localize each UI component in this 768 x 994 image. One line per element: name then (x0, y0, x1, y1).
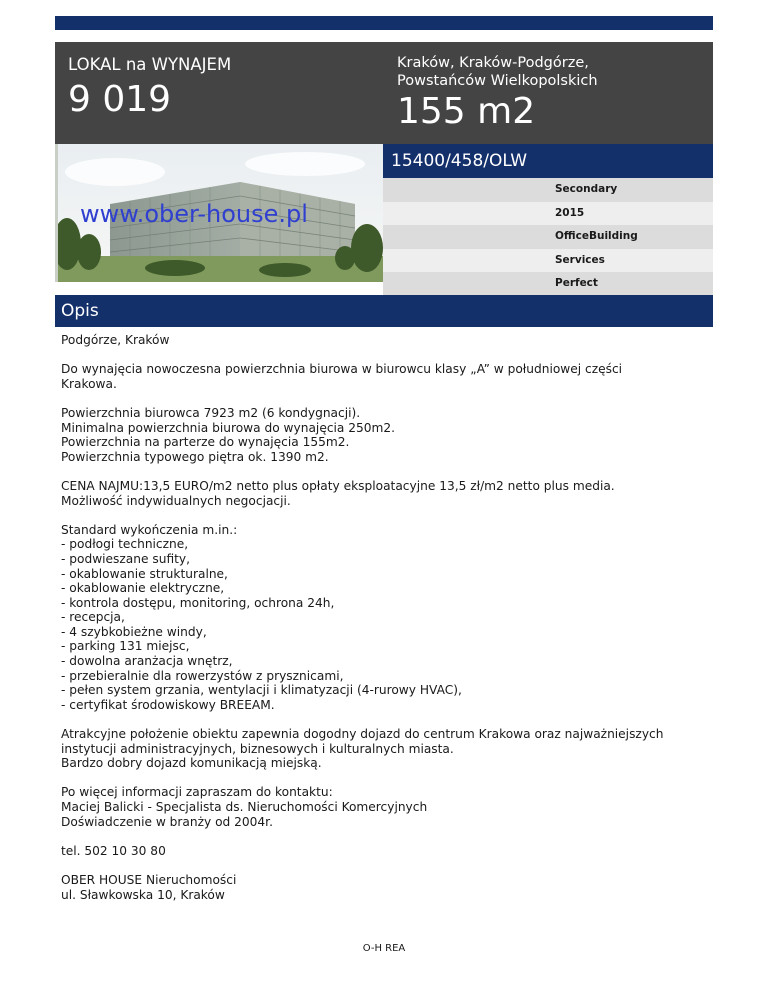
location-line-1: Kraków, Kraków-Podgórze, (397, 55, 589, 71)
property-photo (55, 144, 383, 282)
feature-building-type: OfficeBuilding (383, 225, 713, 249)
section-title: Opis (55, 295, 713, 327)
description-paragraph: tel. 502 10 30 80 (61, 843, 166, 858)
top-accent-bar (55, 16, 713, 30)
feature-condition: Perfect (383, 272, 713, 296)
description-paragraph: Standard wykończenia m.in.: - podłogi techniczne, - podwieszane sufity, - okablowanie strukturalne, - okablowanie elektryczne, - kontrola dostępu, monitoring, ochrona 24h, - recepcja, - 4 szybkobieżne windy, - parking 131 miejsc, - dowolna aranżacja wnętrz, - przebieralnie dla rowerzystów z prysznicami, - pełen system grzania, wentylacji i klimatyzacji (4-rurowy HVAC), - certyfikat środowiskowy BREEAM. (61, 522, 462, 712)
description-paragraph: Atrakcyjne położenie obiektu zapewnia dogodny dojazd do centrum Krakowa oraz najważniejszych instytucji administracyjnych, biznesowych i kulturalnych miasta. Bardzo dobry dojazd komunikacją miejską. (61, 727, 664, 771)
listing-type: LOKAL na WYNAJEM (68, 55, 232, 74)
feature-market: Secondary (383, 178, 713, 202)
listing-price: 9 019 (68, 79, 172, 120)
description-paragraph: Po więcej informacji zapraszam do kontaktu: Maciej Balicki - Specjalista ds. Nieruchomości Komercyjnych Doświadczenie w branży od 2004r. (61, 785, 428, 829)
description-paragraph: Do wynajęcia nowoczesna powierzchnia biurowa w biurowcu klasy „A” w południowej części Krakowa. (61, 362, 623, 391)
watermark-text: www.ober-house.pl (80, 200, 308, 228)
description-paragraph: Powierzchnia biurowca 7923 m2 (6 kondygnacji). Minimalna powierzchnia biurowa do wynajęcia 250m2. Powierzchnia na parterze do wynajęcia 155m2. Powierzchnia typowego piętra ok. 1390 m2. (61, 405, 396, 464)
listing-header (55, 42, 713, 144)
description-paragraph: CENA NAJMU:13,5 EURO/m2 netto plus opłaty eksploatacyjne 13,5 zł/m2 netto plus media. Możliwość indywidualnych negocjacji. (61, 478, 615, 508)
feature-purpose: Services (383, 249, 713, 273)
feature-year: 2015 (383, 202, 713, 226)
reference-number: 15400/458/OLW (383, 144, 713, 178)
description-paragraph: OBER HOUSE Nieruchomości ul. Sławkowska 10, Kraków (61, 872, 237, 902)
location-line-2: Powstańców Wielkopolskich (397, 73, 598, 89)
header-right (397, 54, 598, 132)
listing-area: 155 m2 (397, 91, 536, 132)
description-paragraph: Podgórze, Kraków (61, 333, 170, 347)
footer-text: O-H REA (362, 943, 406, 954)
header-left (68, 54, 231, 120)
description (61, 333, 711, 917)
